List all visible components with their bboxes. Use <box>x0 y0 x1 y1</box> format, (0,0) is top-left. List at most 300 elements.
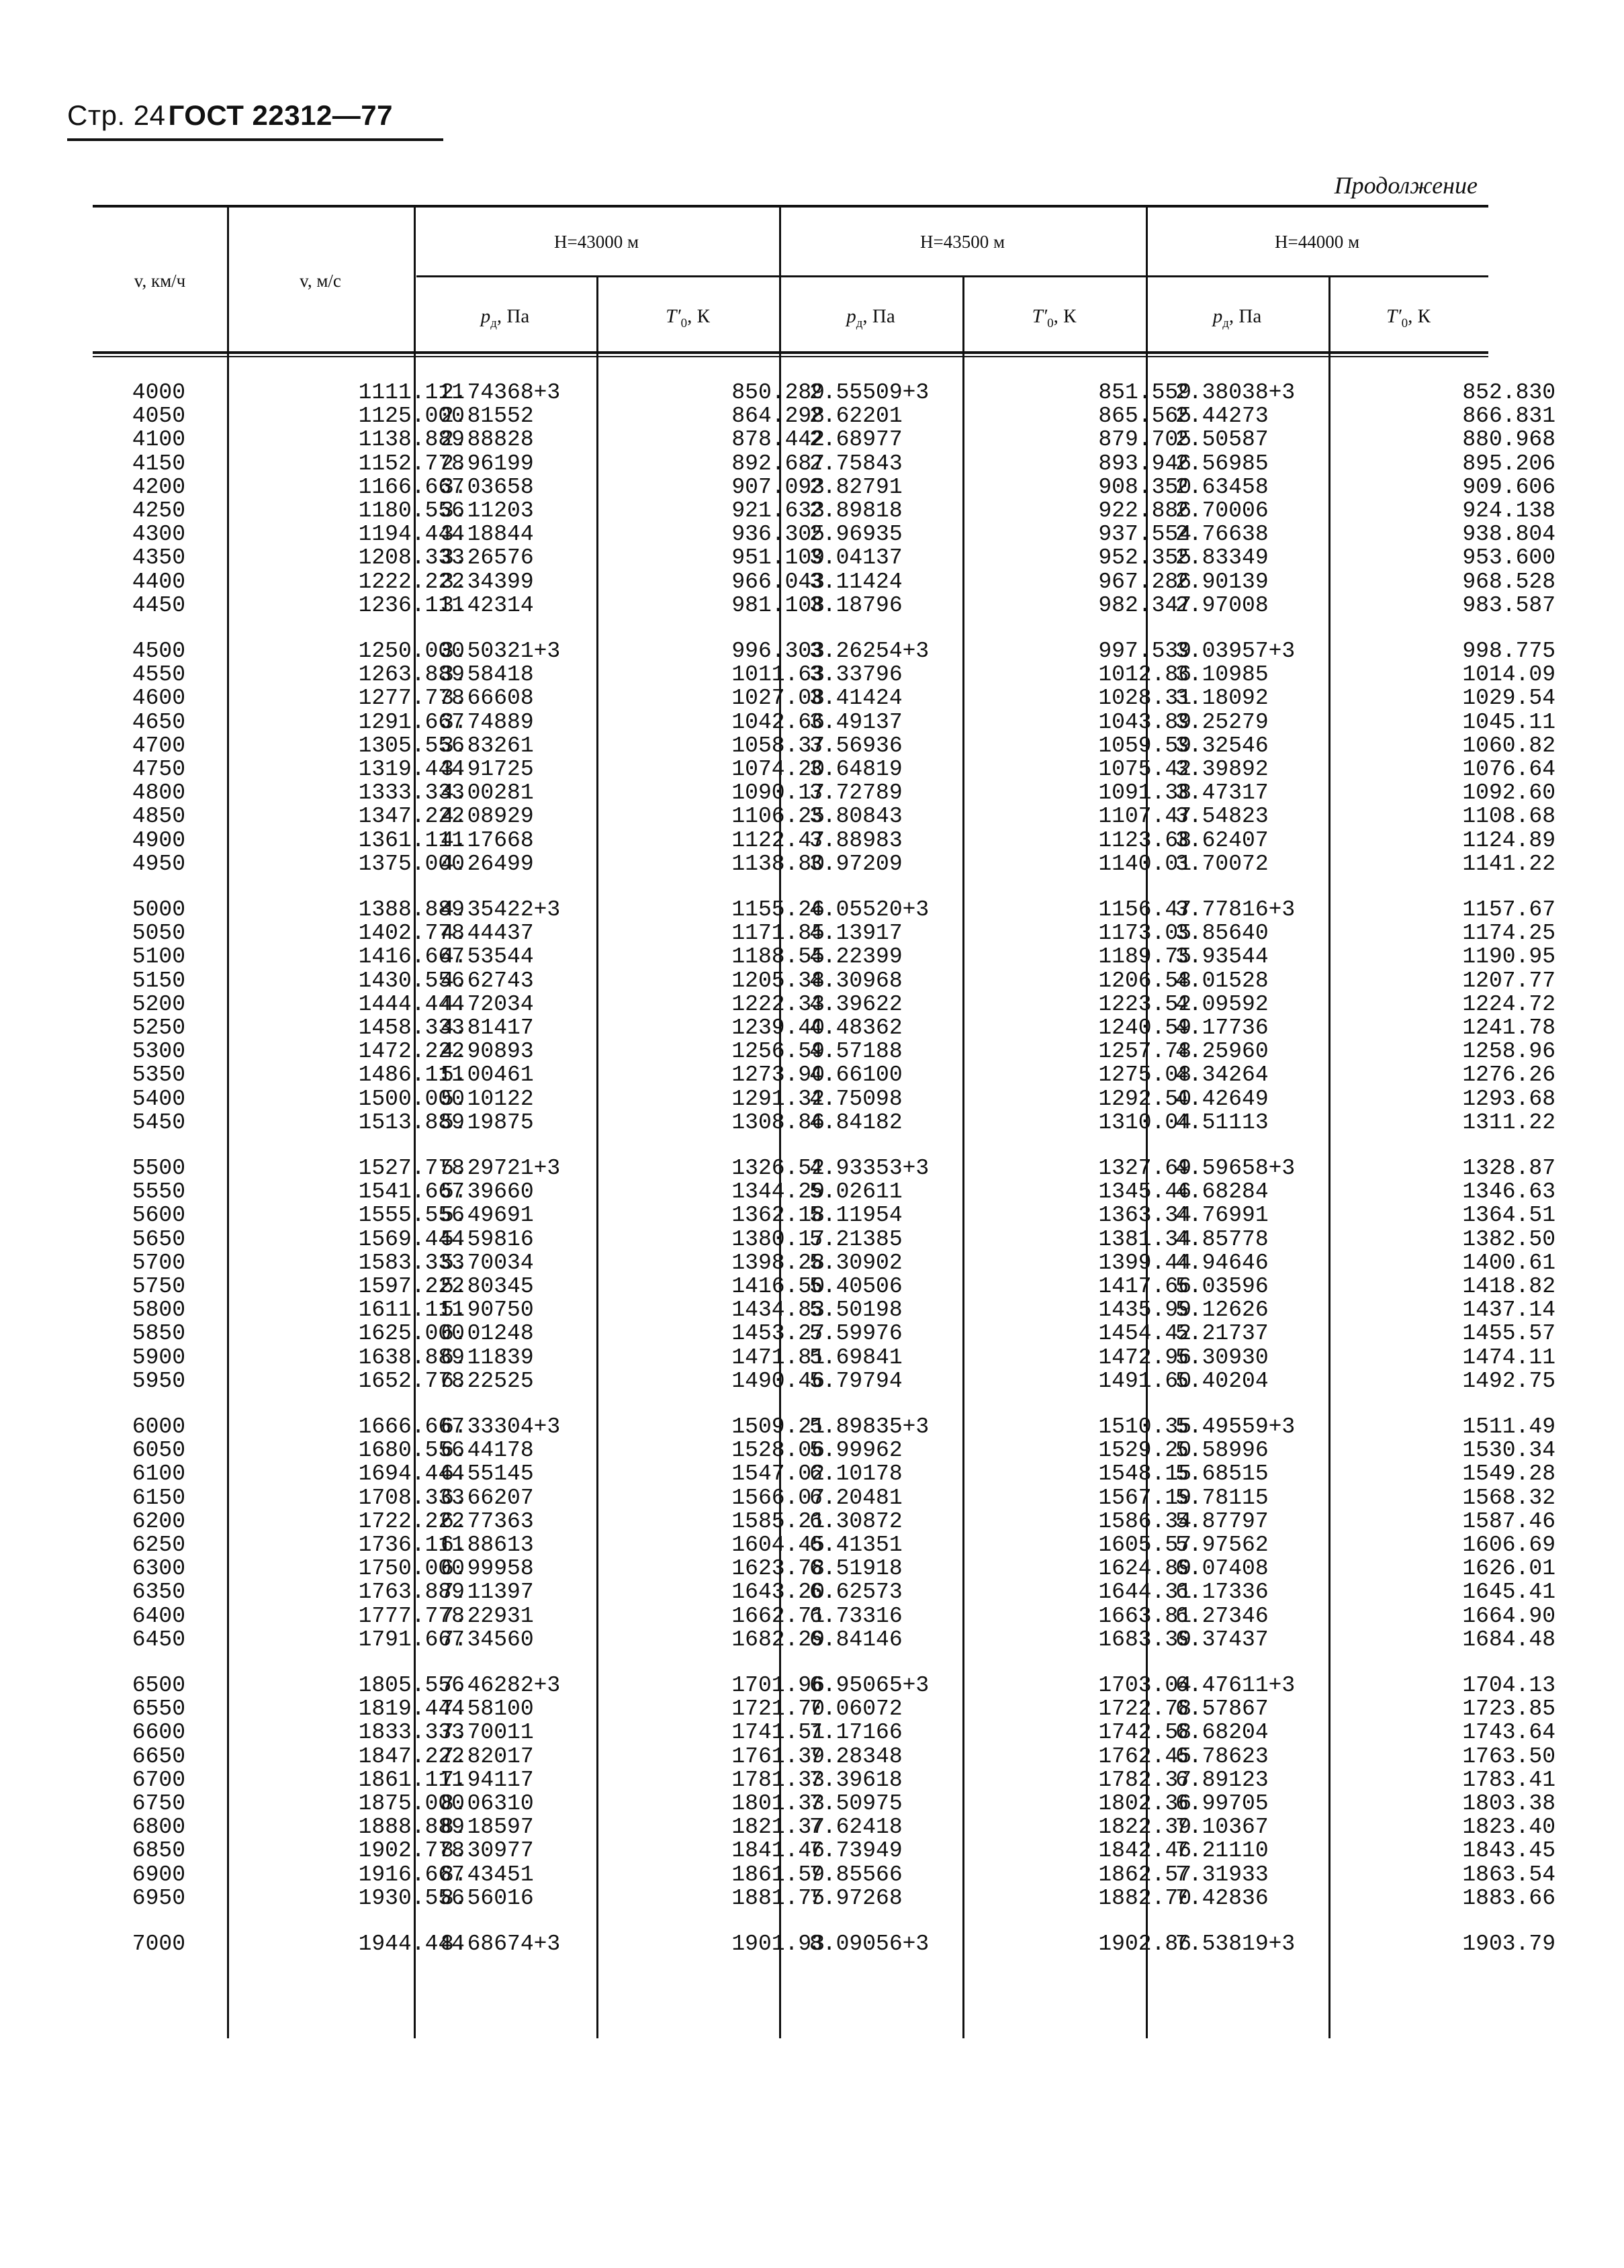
pressure-symbol: p <box>1212 306 1223 327</box>
pressure-44000-cell: 5.68515 <box>1175 1461 1269 1487</box>
temperature-44000-cell: 938.804 <box>1462 522 1555 547</box>
table-row <box>93 498 1555 523</box>
temperature-43000-cell: 1106.25 <box>731 804 825 829</box>
pressure-44000-cell: 3.47317 <box>1175 780 1269 806</box>
speed-ms-cell: 1361.111 <box>358 827 465 853</box>
pressure-44000-cell: 4.01528 <box>1175 968 1269 993</box>
temperature-43500-cell: 922.886 <box>1098 498 1191 523</box>
speed-ms-cell: 1611.111 <box>358 1298 465 1323</box>
pressure-43000-cell: 3.18844 <box>441 522 534 547</box>
table-row <box>93 1414 1555 1439</box>
temperature-43000-cell: 966.043 <box>731 569 825 594</box>
table-row <box>93 757 1555 782</box>
temperature-44000-cell: 1645.41 <box>1462 1580 1555 1605</box>
pressure-43500-cell: 4.05520+3 <box>809 897 930 922</box>
temperature-43000-cell: 1205.38 <box>731 968 825 993</box>
pressure-43500-cell: 5.40506 <box>809 1274 903 1299</box>
speed-kmh-cell: 4600 <box>132 686 185 711</box>
pressure-unit: , Па <box>862 306 895 327</box>
speed-ms-cell: 1347.222 <box>358 804 465 829</box>
temperature-44000-cell: 1843.45 <box>1462 1838 1555 1864</box>
temperature-symbol: T′ <box>1386 306 1402 327</box>
pressure-43500-cell: 4.13917 <box>809 921 903 946</box>
table-row <box>93 662 1555 688</box>
temperature-43500-cell: 1292.50 <box>1098 1086 1191 1112</box>
speed-ms-cell: 1875.000 <box>358 1791 465 1816</box>
pressure-44000-cell: 2.50587 <box>1175 427 1269 453</box>
temperature-43500-cell: 1381.34 <box>1098 1226 1191 1252</box>
pressure-44000-cell: 2.56985 <box>1175 451 1269 476</box>
temperature-44000-cell: 1549.28 <box>1462 1461 1555 1487</box>
temperature-43000-cell: 1604.45 <box>731 1533 825 1557</box>
pressure-43000-cell: 6.77363 <box>441 1508 534 1534</box>
temperature-43500-cell: 1189.75 <box>1098 944 1191 970</box>
temperature-43000-cell: 1585.21 <box>731 1508 825 1534</box>
speed-ms-cell: 1569.444 <box>358 1226 465 1252</box>
pressure-43000-cell: 6.01248 <box>441 1321 534 1347</box>
temperature-44000-cell: 1783.41 <box>1462 1767 1555 1793</box>
temperature-44000-cell: 1492.75 <box>1462 1368 1555 1394</box>
pressure-44000-cell: 4.42649 <box>1175 1086 1269 1112</box>
table-row <box>93 1885 1555 1911</box>
pressure-43500-cell: 3.97209 <box>809 851 903 876</box>
temperature-43000-cell: 1308.86 <box>731 1109 825 1135</box>
temperature-43000-cell: 1721.70 <box>731 1696 825 1722</box>
temperature-43000-cell: 1416.50 <box>731 1274 825 1299</box>
pressure-44000-cell: 6.17336 <box>1175 1580 1269 1605</box>
speed-kmh-cell: 6450 <box>132 1627 185 1652</box>
pressure-44000-cell: 4.68284 <box>1175 1179 1269 1205</box>
pressure-44000-cell: 4.59658+3 <box>1175 1156 1296 1181</box>
speed-kmh-cell: 5250 <box>132 1015 185 1040</box>
speed-ms-cell: 1180.556 <box>358 498 465 523</box>
temperature-unit: , К <box>687 306 710 327</box>
speed-kmh-cell: 6650 <box>132 1743 185 1769</box>
speed-ms-cell: 1916.667 <box>358 1862 465 1887</box>
temperature-43500-cell: 1123.68 <box>1098 827 1191 853</box>
pressure-43500-cell: 8.09056+3 <box>809 1932 930 1956</box>
table-row <box>93 522 1555 547</box>
temperature-44000-cell: 1157.67 <box>1462 897 1555 922</box>
pressure-43500-cell: 4.93353+3 <box>809 1156 930 1181</box>
pressure-44000-cell: 4.94646 <box>1175 1250 1269 1275</box>
table-row <box>93 1345 1555 1370</box>
temperature-43500-cell: 1075.42 <box>1098 757 1191 782</box>
pressure-44000-cell: 3.25279 <box>1175 709 1269 735</box>
temperature-43500-cell: 1624.89 <box>1098 1556 1191 1582</box>
table-row <box>93 1932 1555 1956</box>
temperature-44000-cell: 924.138 <box>1462 498 1555 523</box>
pressure-44000-cell: 7.31933 <box>1175 1862 1269 1887</box>
speed-ms-cell: 1930.556 <box>358 1885 465 1911</box>
speed-kmh-cell: 5550 <box>132 1179 185 1205</box>
pressure-43500-cell: 3.33796 <box>809 662 903 688</box>
temperature-43000-cell: 1122.47 <box>731 827 825 853</box>
speed-kmh-cell: 4550 <box>132 662 185 688</box>
pressure-43500-cell: 3.64819 <box>809 757 903 782</box>
temperature-43000-cell: 1701.96 <box>731 1673 825 1698</box>
temperature-subscript: 0 <box>680 316 688 330</box>
temperature-43500-cell: 997.539 <box>1098 639 1191 664</box>
pressure-43000-cell: 7.34560 <box>441 1627 534 1652</box>
pressure-44000-cell: 3.85640 <box>1175 921 1269 946</box>
table-row <box>93 474 1555 500</box>
temperature-44000-cell: 1029.54 <box>1462 686 1555 711</box>
temperature-44000-cell: 1803.38 <box>1462 1791 1555 1816</box>
pressure-44000-cell: 5.58996 <box>1175 1438 1269 1463</box>
temperature-43500-cell: 1586.34 <box>1098 1508 1191 1534</box>
temperature-43000-cell: 1171.85 <box>731 921 825 946</box>
pressure-symbol: p <box>480 306 491 327</box>
pressure-43000-cell: 8.68674+3 <box>441 1932 561 1956</box>
pressure-43500-cell: 5.11954 <box>809 1203 903 1228</box>
speed-kmh-cell: 7000 <box>132 1932 185 1956</box>
pressure-43500-cell: 3.11424 <box>809 569 903 594</box>
table-row <box>93 545 1555 571</box>
pressure-43000-cell: 7.58100 <box>441 1696 534 1722</box>
temperature-43500-cell: 879.705 <box>1098 427 1191 453</box>
table-row <box>93 944 1555 970</box>
temperature-43500-cell: 1567.19 <box>1098 1485 1191 1510</box>
pressure-44000-cell: 2.97008 <box>1175 592 1269 618</box>
temperature-symbol: T′ <box>666 306 681 327</box>
table-row <box>93 1791 1555 1816</box>
temperature-43500-cell: 1107.47 <box>1098 804 1191 829</box>
temperature-44000-cell: 1511.49 <box>1462 1414 1555 1439</box>
pressure-44000-cell: 7.53819+3 <box>1175 1932 1296 1956</box>
speed-ms-cell: 1277.778 <box>358 686 465 711</box>
pressure-43000-cell: 8.43451 <box>441 1862 534 1887</box>
temperature-43500-cell: 865.565 <box>1098 404 1191 429</box>
speed-ms-cell: 1888.889 <box>358 1815 465 1840</box>
pressure-43000-cell: 6.33304+3 <box>441 1414 561 1439</box>
pressure-44000-cell: 4.34264 <box>1175 1062 1269 1088</box>
temperature-43000-cell: 951.109 <box>731 545 825 571</box>
pressure-43500-cell: 5.69841 <box>809 1345 903 1370</box>
temperature-43000-cell: 1623.78 <box>731 1556 825 1582</box>
speed-kmh-cell: 4400 <box>132 569 185 594</box>
speed-ms-cell: 1486.111 <box>358 1062 465 1088</box>
temperature-43500-cell: 1363.34 <box>1098 1203 1191 1228</box>
speed-ms-cell: 1125.000 <box>358 404 465 429</box>
temperature-44000-cell: 1258.96 <box>1462 1039 1555 1064</box>
speed-kmh-cell: 4100 <box>132 427 185 453</box>
speed-ms-cell: 1152.778 <box>358 451 465 476</box>
table-row <box>93 851 1555 876</box>
temperature-44000-cell: 1364.51 <box>1462 1203 1555 1228</box>
pressure-43500-cell: 4.22399 <box>809 944 903 970</box>
speed-ms-cell: 1680.556 <box>358 1438 465 1463</box>
pressure-44000-cell: 3.32546 <box>1175 733 1269 758</box>
speed-kmh-cell: 6200 <box>132 1508 185 1534</box>
temperature-44000-cell: 1060.82 <box>1462 733 1555 758</box>
speed-kmh-cell: 6600 <box>132 1720 185 1745</box>
temperature-44000-cell: 1141.22 <box>1462 851 1555 876</box>
pressure-43500-cell: 6.84146 <box>809 1627 903 1652</box>
temperature-44000-cell: 998.775 <box>1462 639 1555 664</box>
table-row <box>93 1039 1555 1064</box>
pressure-43000-cell: 6.44178 <box>441 1438 534 1463</box>
table-row <box>93 380 1555 405</box>
pressure-43500-cell: 7.06072 <box>809 1696 903 1722</box>
pressure-43500-cell: 6.51918 <box>809 1556 903 1582</box>
speed-kmh-cell: 6150 <box>132 1485 185 1510</box>
temperature-43000-cell: 1239.40 <box>731 1015 825 1040</box>
temperature-43000-cell: 1344.29 <box>731 1179 825 1205</box>
table-row <box>93 991 1555 1017</box>
temperature-43500-cell: 1173.05 <box>1098 921 1191 946</box>
pressure-44000-cell: 4.51113 <box>1175 1109 1269 1135</box>
pressure-44000-cell: 6.78623 <box>1175 1743 1269 1769</box>
pressure-43000-cell: 4.00281 <box>441 780 534 806</box>
speed-kmh-cell: 5150 <box>132 968 185 993</box>
temperature-43000-cell: 878.442 <box>731 427 825 453</box>
table-row <box>93 1438 1555 1463</box>
temperature-symbol: T′ <box>1032 306 1048 327</box>
table-row <box>93 1603 1555 1629</box>
temperature-44000-cell: 880.968 <box>1462 427 1555 453</box>
speed-ms-cell: 1416.667 <box>358 944 465 970</box>
pressure-44000-cell: 3.03957+3 <box>1175 639 1296 664</box>
speed-ms-cell: 1444.444 <box>358 991 465 1017</box>
pressure-43000-cell: 5.10122 <box>441 1086 534 1112</box>
header-pressure-43000 <box>414 306 596 331</box>
speed-kmh-cell: 6400 <box>132 1603 185 1629</box>
temperature-43500-cell: 1399.44 <box>1098 1250 1191 1275</box>
temperature-43500-cell: 1435.99 <box>1098 1298 1191 1323</box>
pressure-43000-cell: 2.81552 <box>441 404 534 429</box>
pressure-43500-cell: 4.66100 <box>809 1062 903 1088</box>
table-row <box>93 1203 1555 1228</box>
speed-kmh-cell: 6050 <box>132 1438 185 1463</box>
pressure-43500-cell: 5.79794 <box>809 1368 903 1394</box>
speed-ms-cell: 1166.667 <box>358 474 465 500</box>
pressure-43500-cell: 3.88983 <box>809 827 903 853</box>
pressure-43000-cell: 8.30977 <box>441 1838 534 1864</box>
speed-kmh-cell: 5800 <box>132 1298 185 1323</box>
temperature-43000-cell: 864.298 <box>731 404 825 429</box>
temperature-43500-cell: 1345.46 <box>1098 1179 1191 1205</box>
pressure-43000-cell: 4.72034 <box>441 991 534 1017</box>
temperature-43000-cell: 1509.21 <box>731 1414 825 1439</box>
table-row <box>93 1508 1555 1534</box>
temperature-44000-cell: 1400.61 <box>1462 1250 1555 1275</box>
speed-ms-cell: 1833.333 <box>358 1720 465 1745</box>
pressure-44000-cell: 2.38038+3 <box>1175 380 1296 405</box>
speed-kmh-cell: 4850 <box>132 804 185 829</box>
temperature-43500-cell: 1206.58 <box>1098 968 1191 993</box>
pressure-43500-cell: 5.21385 <box>809 1226 903 1252</box>
temperature-43500-cell: 1059.59 <box>1098 733 1191 758</box>
speed-ms-cell: 1902.778 <box>358 1838 465 1864</box>
pressure-43000-cell: 7.94117 <box>441 1767 534 1793</box>
speed-kmh-cell: 5200 <box>132 991 185 1017</box>
temperature-43000-cell: 1861.59 <box>731 1862 825 1887</box>
speed-kmh-cell: 6500 <box>132 1673 185 1698</box>
pressure-43500-cell: 3.80843 <box>809 804 903 829</box>
speed-kmh-cell: 5900 <box>132 1345 185 1370</box>
table-row <box>93 1767 1555 1793</box>
table-row <box>93 1156 1555 1181</box>
pressure-44000-cell: 6.27346 <box>1175 1603 1269 1629</box>
pressure-44000-cell: 5.87797 <box>1175 1508 1269 1534</box>
table-row <box>93 686 1555 711</box>
pressure-43500-cell: 4.30968 <box>809 968 903 993</box>
group-title-43000: H=43000 м <box>553 232 639 252</box>
temperature-43000-cell: 892.687 <box>731 451 825 476</box>
table-row <box>93 592 1555 618</box>
temperature-43500-cell: 1140.01 <box>1098 851 1191 876</box>
temperature-43000-cell: 1781.33 <box>731 1767 825 1793</box>
pressure-43000-cell: 4.17668 <box>441 827 534 853</box>
pressure-43500-cell: 4.48362 <box>809 1015 903 1040</box>
speed-kmh-cell: 6850 <box>132 1838 185 1864</box>
pressure-43000-cell: 7.22931 <box>441 1603 534 1629</box>
speed-ms-cell: 1375.000 <box>358 851 465 876</box>
speed-kmh-cell: 6800 <box>132 1815 185 1840</box>
table-row <box>93 427 1555 453</box>
header-temperature-44000 <box>1328 306 1488 331</box>
temperature-43000-cell: 1662.71 <box>731 1603 825 1629</box>
speed-ms-cell: 1597.222 <box>358 1274 465 1299</box>
temperature-44000-cell: 1346.63 <box>1462 1179 1555 1205</box>
table-row <box>93 1696 1555 1722</box>
temperature-44000-cell: 1190.95 <box>1462 944 1555 970</box>
temperature-43500-cell: 1882.70 <box>1098 1885 1191 1911</box>
temperature-43000-cell: 1398.28 <box>731 1250 825 1275</box>
pressure-43000-cell: 8.06310 <box>441 1791 534 1816</box>
temperature-43500-cell: 1510.35 <box>1098 1414 1191 1439</box>
temperature-43000-cell: 1841.46 <box>731 1838 825 1864</box>
speed-kmh-cell: 4900 <box>132 827 185 853</box>
temperature-43500-cell: 1472.96 <box>1098 1345 1191 1370</box>
pressure-44000-cell: 2.83349 <box>1175 545 1269 571</box>
header-v-ms: v, м/с <box>300 271 341 291</box>
pressure-43500-cell: 2.82791 <box>809 474 903 500</box>
speed-kmh-cell: 5650 <box>132 1226 185 1252</box>
pressure-43000-cell: 6.22525 <box>441 1368 534 1394</box>
pressure-43000-cell: 7.70011 <box>441 1720 534 1745</box>
pressure-44000-cell: 5.12626 <box>1175 1298 1269 1323</box>
header-v-kmh: v, км/ч <box>134 271 186 291</box>
temperature-43500-cell: 1529.20 <box>1098 1438 1191 1463</box>
temperature-44000-cell: 1684.48 <box>1462 1627 1555 1652</box>
pressure-subscript: д <box>490 316 497 330</box>
speed-kmh-cell: 5450 <box>132 1109 185 1135</box>
table-row <box>93 897 1555 922</box>
pressure-43000-cell: 3.91725 <box>441 757 534 782</box>
temperature-43500-cell: 1644.31 <box>1098 1580 1191 1605</box>
pressure-43500-cell: 5.30902 <box>809 1250 903 1275</box>
temperature-43000-cell: 1801.33 <box>731 1791 825 1816</box>
speed-kmh-cell: 4000 <box>132 380 185 405</box>
pressure-43000-cell: 3.58418 <box>441 662 534 688</box>
pressure-43000-cell: 5.19875 <box>441 1109 534 1135</box>
temperature-43000-cell: 1027.08 <box>731 686 825 711</box>
temperature-44000-cell: 1207.77 <box>1462 968 1555 993</box>
speed-ms-cell: 1513.889 <box>358 1109 465 1135</box>
speed-kmh-cell: 5050 <box>132 921 185 946</box>
temperature-43000-cell: 1291.32 <box>731 1086 825 1112</box>
temperature-43500-cell: 1257.78 <box>1098 1039 1191 1064</box>
pressure-43500-cell: 2.62201 <box>809 404 903 429</box>
speed-kmh-cell: 5600 <box>132 1203 185 1228</box>
pressure-44000-cell: 2.70006 <box>1175 498 1269 523</box>
pressure-43500-cell: 6.20481 <box>809 1485 903 1510</box>
group-header-rule <box>416 275 1488 277</box>
pressure-43000-cell: 3.50321+3 <box>441 639 561 664</box>
pressure-44000-cell: 4.17736 <box>1175 1015 1269 1040</box>
temperature-44000-cell: 1903.79 <box>1462 1932 1555 1956</box>
temperature-44000-cell: 1606.69 <box>1462 1533 1555 1557</box>
table-row <box>93 404 1555 429</box>
temperature-43500-cell: 1842.46 <box>1098 1838 1191 1864</box>
temperature-43000-cell: 1042.66 <box>731 709 825 735</box>
pressure-43500-cell: 3.26254+3 <box>809 639 930 664</box>
temperature-44000-cell: 1626.01 <box>1462 1556 1555 1582</box>
temperature-43500-cell: 1902.86 <box>1098 1932 1191 1956</box>
temperature-43000-cell: 1434.83 <box>731 1298 825 1323</box>
pressure-unit: , Па <box>496 306 530 327</box>
pressure-43500-cell: 2.75843 <box>809 451 903 476</box>
table-row <box>93 569 1555 594</box>
pressure-43500-cell: 3.04137 <box>809 545 903 571</box>
table-row <box>93 780 1555 806</box>
temperature-43500-cell: 1327.69 <box>1098 1156 1191 1181</box>
temperature-43500-cell: 1605.57 <box>1098 1533 1191 1557</box>
pressure-43000-cell: 8.56016 <box>441 1885 534 1911</box>
temperature-43000-cell: 1471.81 <box>731 1345 825 1370</box>
speed-ms-cell: 1694.444 <box>358 1461 465 1487</box>
pressure-43000-cell: 7.82017 <box>441 1743 534 1769</box>
temperature-43500-cell: 1782.37 <box>1098 1767 1191 1793</box>
pressure-43000-cell: 5.49691 <box>441 1203 534 1228</box>
speed-kmh-cell: 5700 <box>132 1250 185 1275</box>
pressure-43500-cell: 6.62573 <box>809 1580 903 1605</box>
table-row <box>93 1673 1555 1698</box>
pressure-43000-cell: 3.26576 <box>441 545 534 571</box>
pressure-43000-cell: 8.18597 <box>441 1815 534 1840</box>
table-row <box>93 1743 1555 1769</box>
temperature-43500-cell: 1454.42 <box>1098 1321 1191 1347</box>
temperature-43500-cell: 1417.66 <box>1098 1274 1191 1299</box>
speed-kmh-cell: 6100 <box>132 1461 185 1487</box>
pressure-43000-cell: 5.59816 <box>441 1226 534 1252</box>
temperature-43000-cell: 1090.17 <box>731 780 825 806</box>
temperature-43000-cell: 1011.63 <box>731 662 825 688</box>
pressure-44000-cell: 5.49559+3 <box>1175 1414 1296 1439</box>
speed-ms-cell: 1222.222 <box>358 569 465 594</box>
temperature-43000-cell: 1074.20 <box>731 757 825 782</box>
temperature-43500-cell: 1762.45 <box>1098 1743 1191 1769</box>
table-row <box>93 1062 1555 1088</box>
temperature-43000-cell: 1380.17 <box>731 1226 825 1252</box>
data-table <box>93 205 1555 2038</box>
pressure-43000-cell: 2.88828 <box>441 427 534 453</box>
temperature-43500-cell: 1028.31 <box>1098 686 1191 711</box>
speed-kmh-cell: 4950 <box>132 851 185 876</box>
pressure-43500-cell: 5.99962 <box>809 1438 903 1463</box>
speed-kmh-cell: 5000 <box>132 897 185 922</box>
temperature-44000-cell: 1311.22 <box>1462 1109 1555 1135</box>
table-row <box>93 1086 1555 1112</box>
temperature-44000-cell: 1293.68 <box>1462 1086 1555 1112</box>
pressure-43500-cell: 6.95065+3 <box>809 1673 930 1698</box>
temperature-43000-cell: 921.633 <box>731 498 825 523</box>
temperature-43500-cell: 1683.39 <box>1098 1627 1191 1652</box>
temperature-44000-cell: 1455.57 <box>1462 1321 1555 1347</box>
table-row <box>93 1461 1555 1487</box>
